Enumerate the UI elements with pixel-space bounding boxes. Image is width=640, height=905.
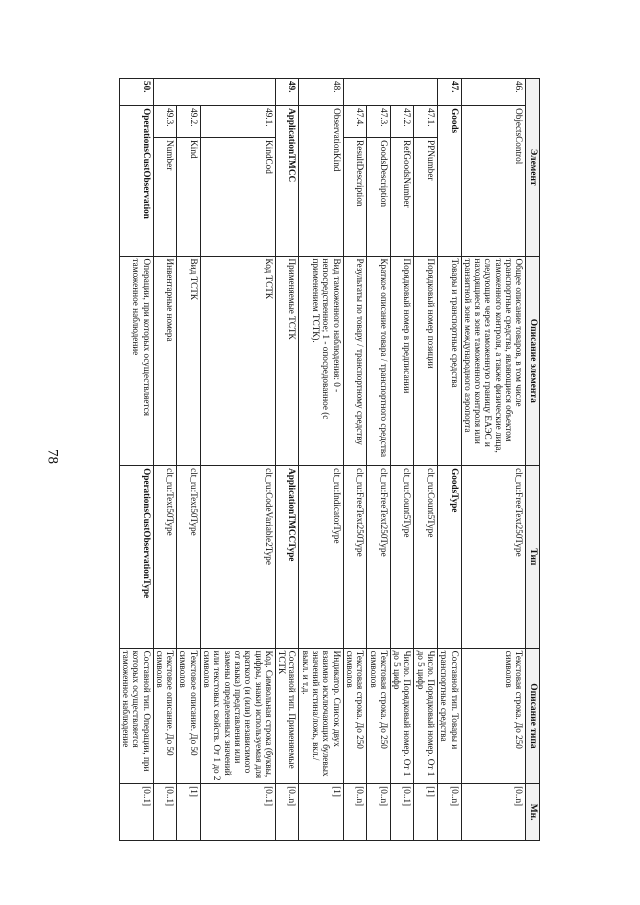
row-number: 50.	[119, 79, 153, 106]
row-type-description: Текстовое описание. До 50 символов	[177, 648, 201, 784]
row-type-description: Составной тип. Товары и транспортные средства	[438, 648, 462, 784]
row-multiplicity: [0..n]	[343, 784, 367, 841]
row-type: GoodsType	[438, 466, 462, 648]
table-row	[414, 79, 438, 841]
row-element: Goods	[438, 106, 462, 256]
indent-cell	[177, 79, 201, 106]
row-number: 47.	[438, 79, 462, 106]
row-description: Операции, при которых осуществляется таможенное наблюдение	[119, 256, 153, 466]
indent-cell	[367, 79, 391, 106]
header-type-description: Описание типа	[526, 648, 540, 784]
row-type: clt_ru:Count5Type	[414, 466, 438, 648]
row-type-description: Текстовая строка. До 250 символов	[461, 648, 526, 784]
row-description: Инвентарные номера	[153, 256, 177, 466]
page-number: 78	[44, 449, 61, 464]
row-multiplicity: [1]	[414, 784, 438, 841]
indent-cell	[153, 79, 177, 106]
row-type-description: Текстовая строка. До 250 символов	[367, 648, 391, 784]
row-description: Товары и транспортные средства	[438, 256, 462, 466]
table-row	[390, 79, 414, 841]
rotated-table-container	[88, 78, 540, 841]
row-type: clt_ru:Text50Type	[177, 466, 201, 648]
row-element: OperationsCustObservation	[119, 106, 153, 256]
row-type-description: Число. Порядковый номер. От 1 до 5 цифр	[414, 648, 438, 784]
row-description: Краткое описание товара / транспортного средства	[367, 256, 391, 466]
row-type-description: Индикатор. Список двух взаимно исключающих булевых значений истина/ложь, вкл./выкл. и т.д.	[299, 648, 343, 784]
row-multiplicity: [1]	[299, 784, 343, 841]
row-type-description: Текстовое описание. До 50 символов	[153, 648, 177, 784]
indent-cell	[200, 79, 275, 106]
table-row	[153, 79, 177, 841]
table-row	[367, 79, 391, 841]
row-subnumber: 47.1.	[414, 106, 438, 138]
row-multiplicity: [0..n]	[275, 784, 299, 841]
row-description: Порядковый номер позиции	[414, 256, 438, 466]
row-element: ResultDescription	[343, 138, 367, 256]
row-subnumber: 49.1.	[200, 106, 275, 138]
row-number: 46.	[461, 79, 526, 106]
row-type: clt_ru:FreeText250Type	[367, 466, 391, 648]
row-multiplicity: [1]	[177, 784, 201, 841]
table-row	[461, 79, 526, 841]
row-type: clt_ru:FreeText250Type	[343, 466, 367, 648]
row-type: clt_ru:IndicatorType	[299, 466, 343, 648]
row-element: Number	[153, 138, 177, 256]
row-type: ApplicationTMCCType	[275, 466, 299, 648]
table-row	[200, 79, 275, 841]
row-number: 48.	[299, 79, 343, 106]
row-element: ObjectsControl	[461, 106, 526, 256]
header-type: Тип	[526, 466, 540, 648]
row-multiplicity: [0..1]	[153, 784, 177, 841]
table-header-row	[526, 79, 540, 841]
row-subnumber: 47.4.	[343, 106, 367, 138]
table-row	[299, 79, 343, 841]
row-multiplicity: [0..n]	[438, 784, 462, 841]
indent-cell	[390, 79, 414, 106]
row-description: Код ТСТК	[200, 256, 275, 466]
table-body	[119, 79, 526, 841]
row-element: ApplicationTMCC	[275, 106, 299, 256]
row-type-description: Составной тип. Применяемые ТСТК	[275, 648, 299, 784]
row-multiplicity: [0..1]	[200, 784, 275, 841]
table-row	[438, 79, 462, 841]
row-multiplicity: [0..1]	[390, 784, 414, 841]
row-type-description: Код. Символьная строка (буквы, цифры, знаки) используемая для краткого (и (или) независимого от языка) представления или замены определенных значений или текстовых свойств. От 1 до 2 символов	[200, 648, 275, 784]
row-description: Общее описание товаров, в том числе транспортные средства, являющиеся объектом таможенного контроля, а также физические лица, следующие через таможенную границу ЕАЭС и находящиеся в зоне таможенного контроля или транзитной зоне международного аэропорта	[461, 256, 526, 466]
row-element: GoodsDescription	[367, 138, 391, 256]
row-element: ObservationKind	[299, 106, 343, 256]
row-description: Вид таможенного наблюдения: 0 - непосредственное; 1 - опосредованное (с применением ТСТК).	[299, 256, 343, 466]
row-subnumber: 47.2.	[390, 106, 414, 138]
header-element: Элемент	[526, 79, 540, 257]
row-description: Результаты по товару / транспортному средству	[343, 256, 367, 466]
row-type: clt_ru:CodeVariable2Type	[200, 466, 275, 648]
row-type: OperationsCustObservationType	[119, 466, 153, 648]
row-number: 49.	[275, 79, 299, 106]
table-row	[119, 79, 153, 841]
row-element: KindCod	[200, 138, 275, 256]
table-row	[343, 79, 367, 841]
row-element: RefGoodsNumber	[390, 138, 414, 256]
indent-cell	[343, 79, 367, 106]
row-element: Kind	[177, 138, 201, 256]
row-type: clt_ru:Text50Type	[153, 466, 177, 648]
row-element: PPNumber	[414, 138, 438, 256]
row-multiplicity: [0..n]	[461, 784, 526, 841]
row-description: Применяемые ТСТК	[275, 256, 299, 466]
table-row	[177, 79, 201, 841]
row-subnumber: 47.3.	[367, 106, 391, 138]
row-type-description: Составной тип. Операции, при которых осуществляется таможенное наблюдение	[119, 648, 153, 784]
row-description: Вид ТСТК	[177, 256, 201, 466]
row-subnumber: 49.3.	[153, 106, 177, 138]
elements-table	[119, 78, 540, 841]
header-description: Описание элемента	[526, 256, 540, 466]
row-description: Порядковый номер в предписании	[390, 256, 414, 466]
row-type: clt_ru:FreeText250Type	[461, 466, 526, 648]
row-type-description: Текстовая строка. До 250 символов	[343, 648, 367, 784]
header-multiplicity: Мн.	[526, 784, 540, 841]
row-subnumber: 49.2.	[177, 106, 201, 138]
indent-cell	[414, 79, 438, 106]
row-type: clt_ru:Count5Type	[390, 466, 414, 648]
row-multiplicity: [0..n]	[367, 784, 391, 841]
row-type-description: Число. Порядковый номер. От 1 до 5 цифр	[390, 648, 414, 784]
row-multiplicity: [0..1]	[119, 784, 153, 841]
table-row	[275, 79, 299, 841]
